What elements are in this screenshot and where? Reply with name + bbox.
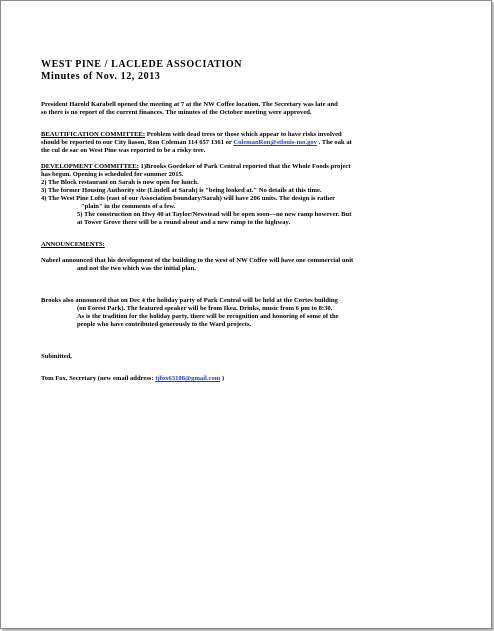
beautification-text: Problem with dead trees or those which appear to have risks involved <box>145 131 342 138</box>
opening-line: so there is no report of the current finances. The minutes of the October meeting were approved. <box>41 109 312 116</box>
development-heading: DEVELOPMENT COMMITTEE: <box>41 163 139 170</box>
announcements-section <box>41 241 481 329</box>
title-block <box>41 59 242 83</box>
development-item: 4) The West Pine Lofts (east of our Association boundary/Sarah) will have 206 units. The design is rather <box>41 195 336 202</box>
announcement-text: people who have contributed generously to the Ward projects. <box>77 321 252 328</box>
beautification-heading: BEAUTIFICATION COMMITTEE: <box>41 131 146 138</box>
signer-text: ) <box>220 375 225 382</box>
development-item: has begun. Opening is scheduled for summer 2015. <box>41 171 184 178</box>
document-title: WEST PINE / LACLEDE ASSOCIATION <box>41 59 243 70</box>
coleman-email-link[interactable]: ColemanRon@stlouis-mo.gov <box>233 139 317 146</box>
opening-line: President Harold Karabell opened the meeting at 7 at the NW Coffee location. The Secretary was late and <box>41 101 338 108</box>
submitted-label: Submitted, <box>41 353 72 360</box>
announcement-text: and not the two which was the initial plan. <box>77 265 196 272</box>
announcements-heading: ANNOUNCEMENTS: <box>41 241 105 248</box>
development-item: 1)Brooks Goedeker of Park Central reported that the Whole Foods project <box>138 163 351 170</box>
development-item: at Tower Grove there will be a round about and a new ramp to the highway. <box>77 219 291 226</box>
beautification-text: should be reported to our City liason, Ron Coleman 114 657 1361 or <box>41 139 234 146</box>
beautification-text: . The oak at <box>316 139 352 146</box>
development-item: 2) The Block restaurant on Sarah is now open for lunch. <box>41 179 199 186</box>
closing-section <box>41 353 481 383</box>
announcement-text: As is the tradition for the holiday party, there will be recognition and honoring of some of the <box>77 313 339 320</box>
document-subtitle: Minutes of Nov. 12, 2013 <box>41 71 161 82</box>
signer-text: Tom Fox, Secretary (new email address: <box>41 375 156 382</box>
secretary-email-link[interactable]: tjfox63108@gmail.com <box>155 375 221 382</box>
announcement-text: (on Forest Park). The featured speaker will be from Ikea. Drinks, music from 6 pm to 8:30. <box>77 305 333 312</box>
announcement-text: Nabeel announced that his development of the building to the west of NW Coffee will have one commercial unit <box>41 257 354 264</box>
beautification-paragraph <box>41 131 481 155</box>
development-item: 5) The construction on Hwy 40 at Taylor/Newstead will be open soon—no new ramp however. But <box>77 211 352 218</box>
document-body <box>41 101 481 383</box>
development-item: "plain" in the comments of a few. <box>81 203 176 210</box>
announcement-text: Brooks also announced that on Dec 4 the holiday party of Park Central will be held at the Cortes building <box>41 297 338 304</box>
beautification-text: the cul de sac on West Pine was reported to be a risky tree. <box>41 147 206 154</box>
development-item: 3) The former Housing Authority site (Lindell at Sarah) is "being looked at." No details at this time. <box>41 187 322 194</box>
opening-paragraph <box>41 101 481 117</box>
development-paragraph <box>41 163 481 227</box>
